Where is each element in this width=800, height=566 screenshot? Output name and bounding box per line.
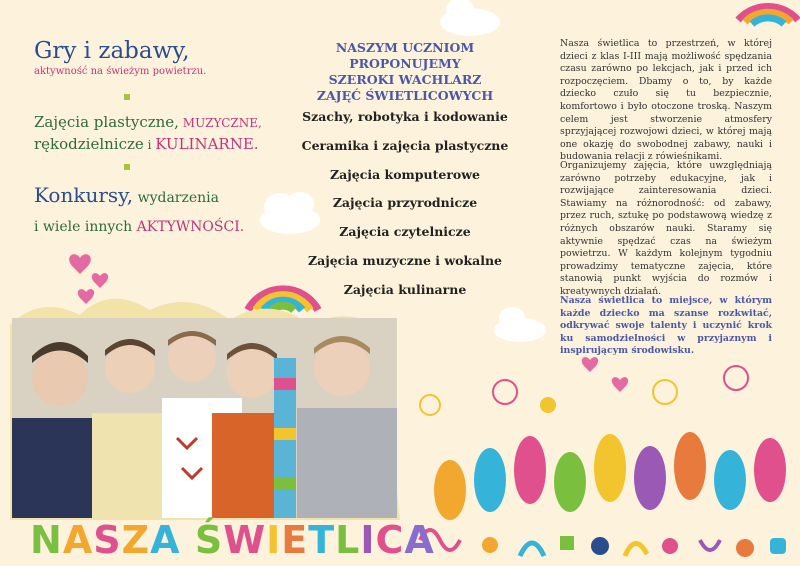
title-letter: A — [150, 518, 181, 562]
list-item: Zajęcia komputerowe — [330, 166, 480, 182]
title-letter: Z — [121, 518, 151, 562]
page-title — [30, 518, 435, 562]
bullet-icon — [124, 94, 130, 100]
subheading-outdoor: aktywność na świeżym powietrzu. — [34, 66, 207, 77]
description-paragraph-3: Nasza świetlica to miejsce, w którym każde dziecko ma szanse rozkwitać, odkrywać swoje talenty i uczynić krok ku samodzielności w przyjaznym i inspirującym środowisku. — [560, 295, 772, 357]
title-letter: Ś — [194, 518, 224, 562]
text-culinary: KULINARNE. — [155, 135, 259, 153]
text-art-classes: Zajęcia plastyczne, — [34, 113, 179, 131]
title-letter: I — [266, 518, 282, 562]
title-letter: I — [360, 518, 376, 562]
list-item: Zajęcia przyrodnicze — [332, 195, 478, 211]
offer-heading-line: ZAJĘĆ ŚWIETLICOWYCH — [316, 88, 494, 103]
title-letter: N — [30, 518, 63, 562]
text-handicraft: rękodzielnicze — [34, 135, 144, 153]
title-letter: W — [223, 518, 267, 562]
title-letter: C — [375, 518, 405, 562]
text-and: i — [143, 138, 156, 152]
children-photo — [12, 318, 397, 518]
text-many-others: i wiele innych — [34, 219, 137, 235]
offer-heading-line: SZEROKI WACHLARZ — [328, 72, 482, 87]
list-item: Zajęcia muzyczne i wokalne — [307, 252, 503, 268]
title-letter: E — [281, 518, 309, 562]
contests-line — [34, 182, 274, 240]
text-music: MUZYCZNE, — [178, 116, 262, 130]
text-activities: AKTYWNOŚCI. — [136, 219, 245, 235]
text-contests: Konkursy, — [34, 183, 134, 207]
description-paragraph-1: Nasza świetlica to przestrzeń, w której dzieci z klas I-III mają możliwość spędzania czasu zarówno po lekcjach, jak i przed ich rozpoczęciem. Dbamy o to, by każde dziecko czuło się tu bezpiecznie, komfortowo i było otoczone troską. Naszym celem jest stworzenie atmosfery sprzyjającej rozwojowi dzieci, w której mają one okazję do swobodnej zabawy, nauki i budowania relacji z rówieśnikami. — [560, 38, 772, 163]
rainbow-top-right-icon — [738, 6, 798, 24]
title-letter: L — [335, 518, 361, 562]
list-item: Szachy, robotyka i kodowanie — [302, 109, 508, 124]
activities-list — [280, 108, 530, 310]
activities-line — [34, 112, 274, 156]
flower-icon — [540, 397, 556, 413]
text-events: wydarzenia — [133, 190, 220, 206]
children-photo-illustration — [12, 318, 397, 518]
title-letter: T — [308, 518, 336, 562]
description-paragraph-2: Organizujemy zajęcia, które uwzględniają zarówno potrzeby edukacyjne, jak i rozwijające zainteresowania dzieci. Stawiamy na różnorodność: od zabawy, przez ruch, sztukę po podstawową wiedzę z różnych obszarów nauki. Staramy się aktywnie spędzać czas na świeżym powietrzu. W każdym kolejnym tygodniu prowadzimy tematyczne zajęcia, które stanowią punkt wyjścia do rozmów i kreatywnych działań. — [560, 160, 772, 297]
list-item: Ceramika i zajęcia plastyczne — [301, 137, 509, 153]
list-item: Zajęcia kulinarne — [343, 281, 467, 297]
raised-hands-decoration — [434, 432, 786, 520]
doodle-strip-decoration — [420, 530, 786, 557]
bullet-icon — [124, 164, 130, 170]
title-letter: A — [62, 518, 94, 562]
title-letter: S — [93, 518, 122, 562]
offer-heading-line: NASZYM UCZNIOM PROPONUJEMY — [335, 40, 475, 71]
title-letter: A — [404, 518, 435, 562]
heading-games: Gry i zabawy, — [34, 38, 190, 64]
offer-heading — [280, 40, 530, 104]
title-letter — [181, 518, 195, 562]
list-item: Zajęcia czytelnicze — [339, 224, 471, 240]
toy-tower — [274, 358, 296, 518]
